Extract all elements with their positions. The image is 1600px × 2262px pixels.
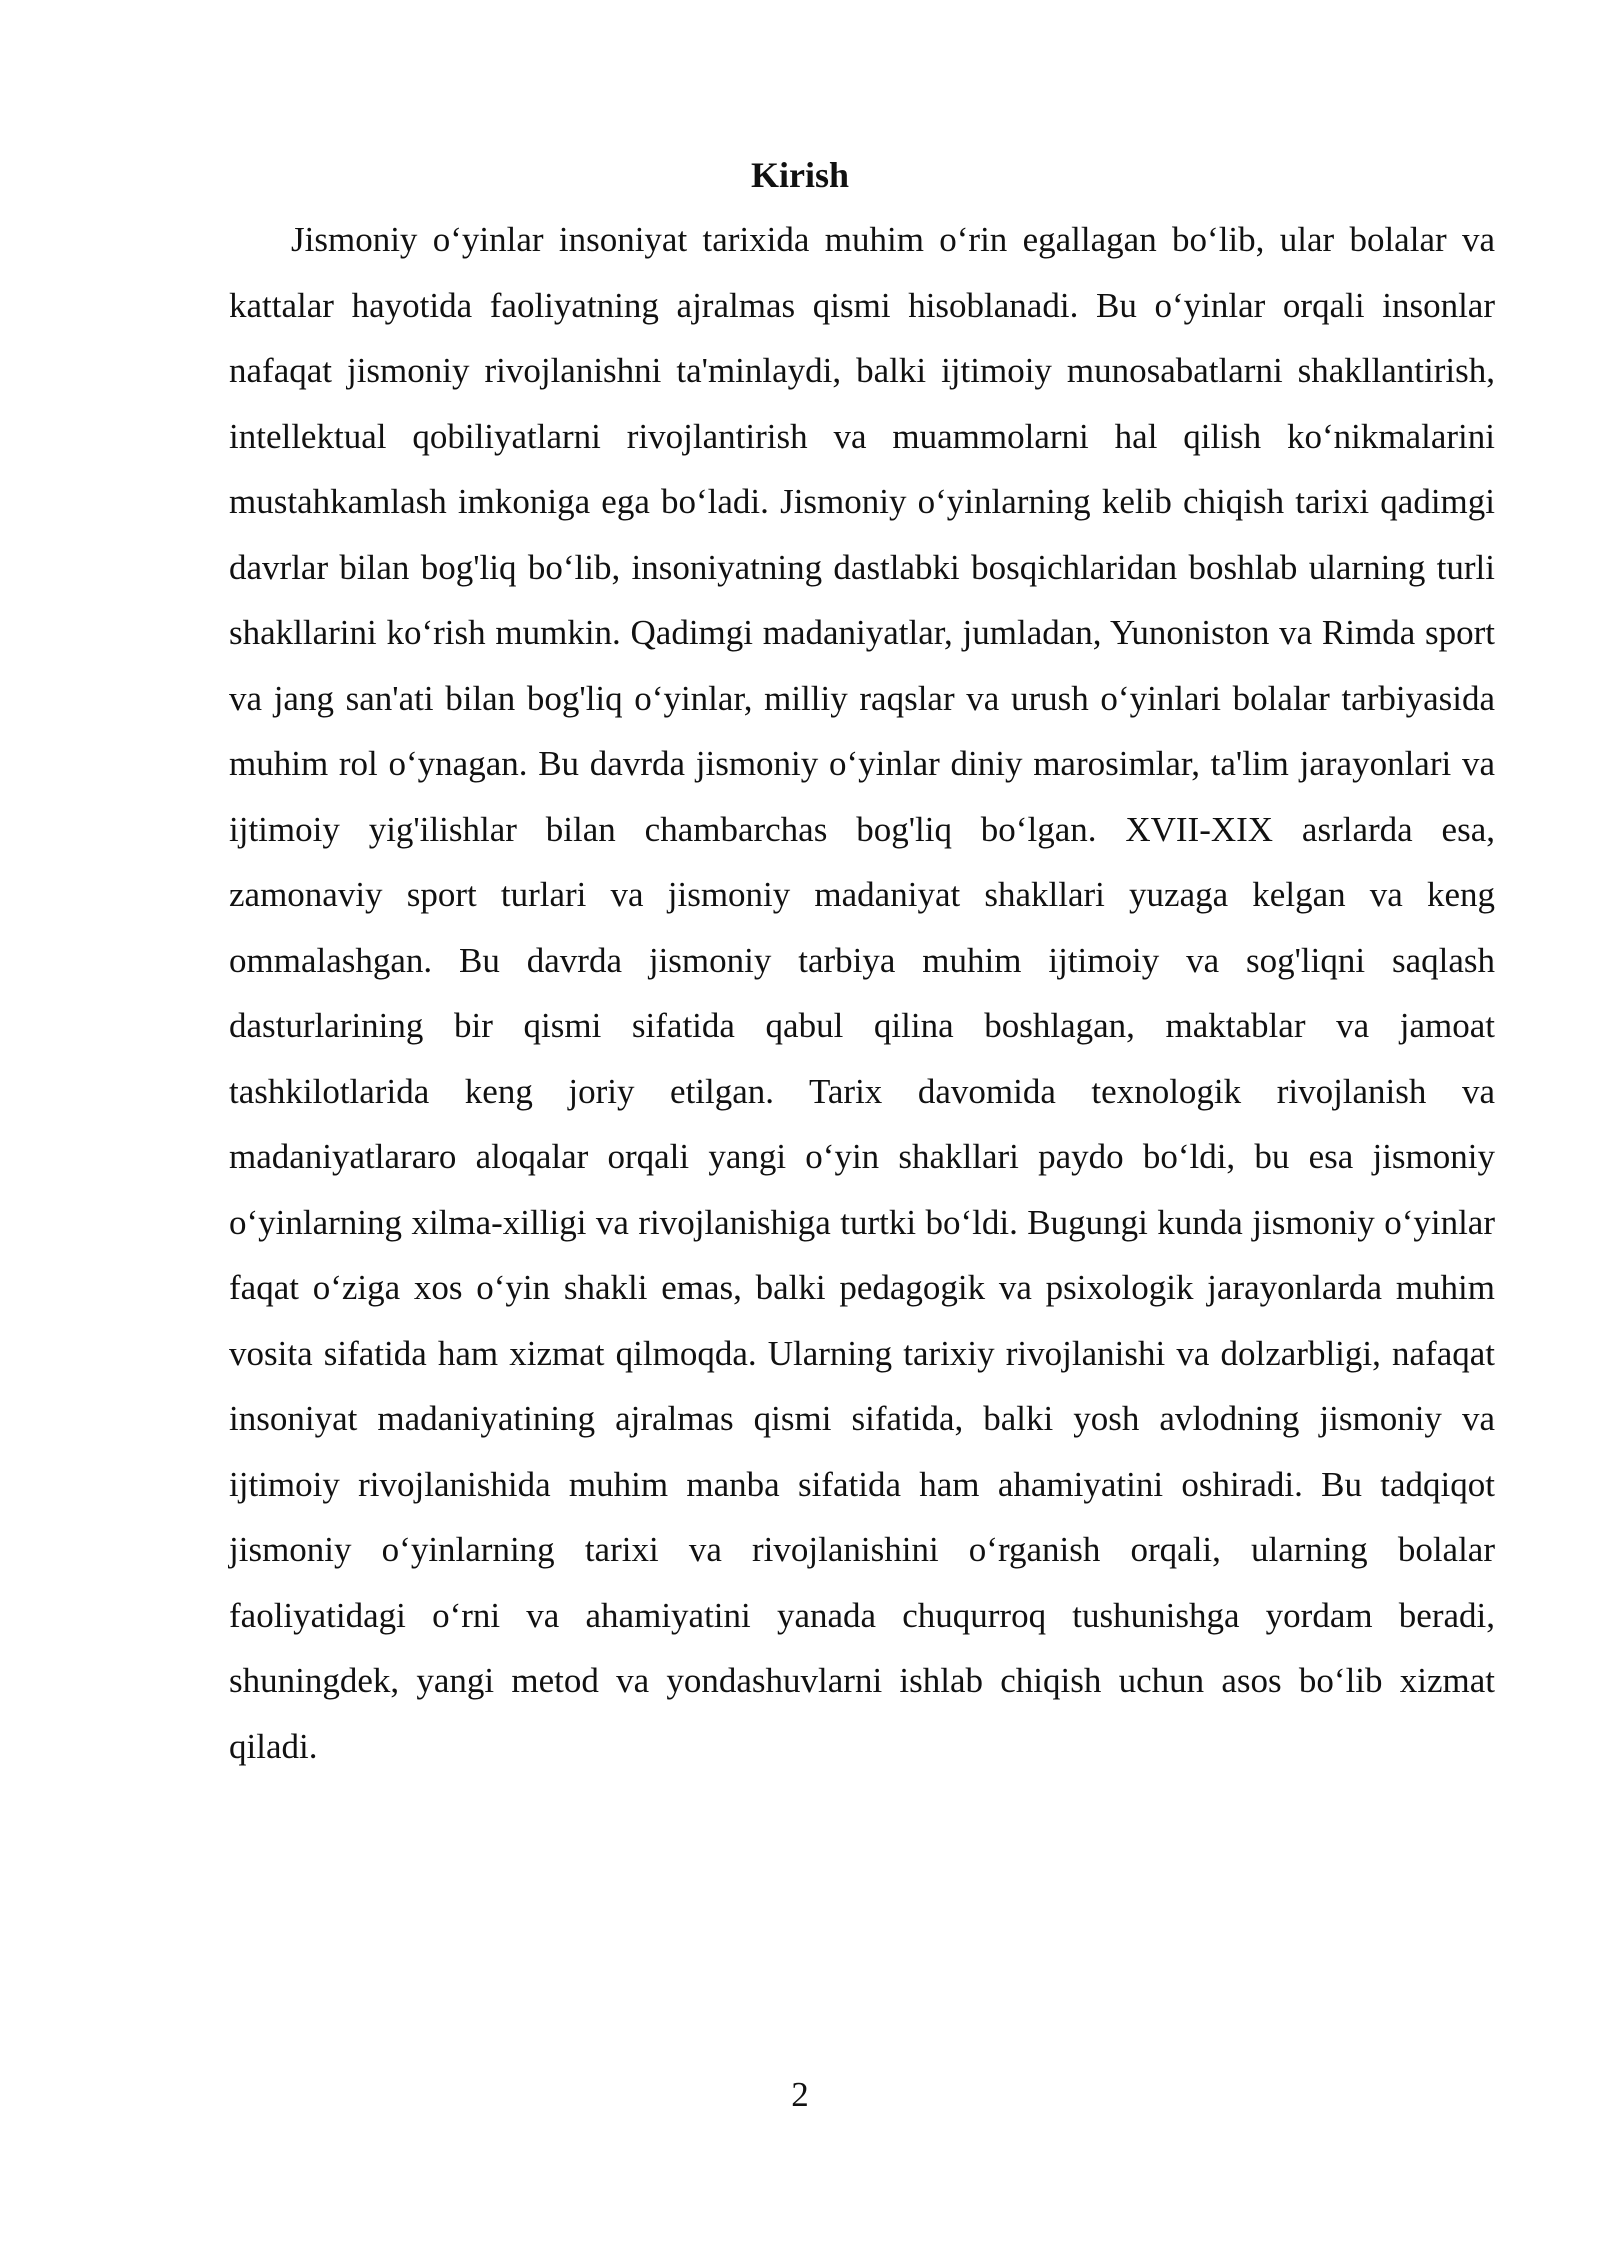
- body-paragraph: Jismoniy o‘yinlar insoniyat tarixida muhim o‘rin egallagan bo‘lib, ular bolalar va kattalar hayotida faoliyatning ajralmas qismi hisoblanadi. Bu o‘yinlar orqali insonlar nafaqat jismoniy rivojlanishni ta'minlaydi, balki ijtimoiy munosabatlarni shakllantirish, intellektual qobiliyatlarni rivojlantirish va muammolarni hal qilish ko‘nikmalarini mustahkamlash imkoniga ega bo‘ladi. Jismoniy o‘yinlarning kelib chiqish tarixi qadimgi davrlar bilan bog'liq bo‘lib, insoniyatning dastlabki bosqichlaridan boshlab ularning turli shakllarini ko‘rish mumkin. Qadimgi madaniyatlar, jumladan, Yunoniston va Rimda sport va jang san'ati bilan bog'liq o‘yinlar, milliy raqslar va urush o‘yinlari bolalar tarbiyasida muhim rol o‘ynagan. Bu davrda jismoniy o‘yinlar diniy marosimlar, ta'lim jarayonlari va ijtimoiy yig'ilishlar bilan chambarchas bog'liq bo‘lgan. XVII-XIX asrlarda esa, zamonaviy sport turlari va jismoniy madaniyat shakllari yuzaga kelgan va keng ommalashgan. Bu davrda jismoniy tarbiya muhim ijtimoiy va sog'liqni saqlash dasturlarining bir qismi sifatida qabul qilina boshlagan, maktablar va jamoat tashkilotlarida keng joriy etilgan. Tarix davomida texnologik rivojlanish va madaniyatlararo aloqalar orqali yangi o‘yin shakllari paydo bo‘ldi, bu esa jismoniy o‘yinlarning xilma-xilligi va rivojlanishiga turtki bo‘ldi. Bugungi kunda jismoniy o‘yinlar faqat o‘ziga xos o‘yin shakli emas, balki pedagogik va psixologik jarayonlarda muhim vosita sifatida ham xizmat qilmoqda. Ularning tarixiy rivojlanishi va dolzarbligi, nafaqat insoniyat madaniyatining ajralmas qismi sifatida, balki yosh avlodning jismoniy va ijtimoiy rivojlanishida muhim manba sifatida ham ahamiyatini oshiradi. Bu tadqiqot jismoniy o‘yinlarning tarixi va rivojlanishini o‘rganish orqali, ularning bolalar faoliyatidagi o‘rni va ahamiyatini yanada chuqurroq tushunishga yordam beradi, shuningdek, yangi metod va yondashuvlarni ishlab chiqish uchun asos bo‘lib xizmat qiladi.: [229, 220, 1495, 1766]
- page-number: 2: [791, 2075, 809, 2114]
- section-heading: Kirish: [750, 155, 849, 195]
